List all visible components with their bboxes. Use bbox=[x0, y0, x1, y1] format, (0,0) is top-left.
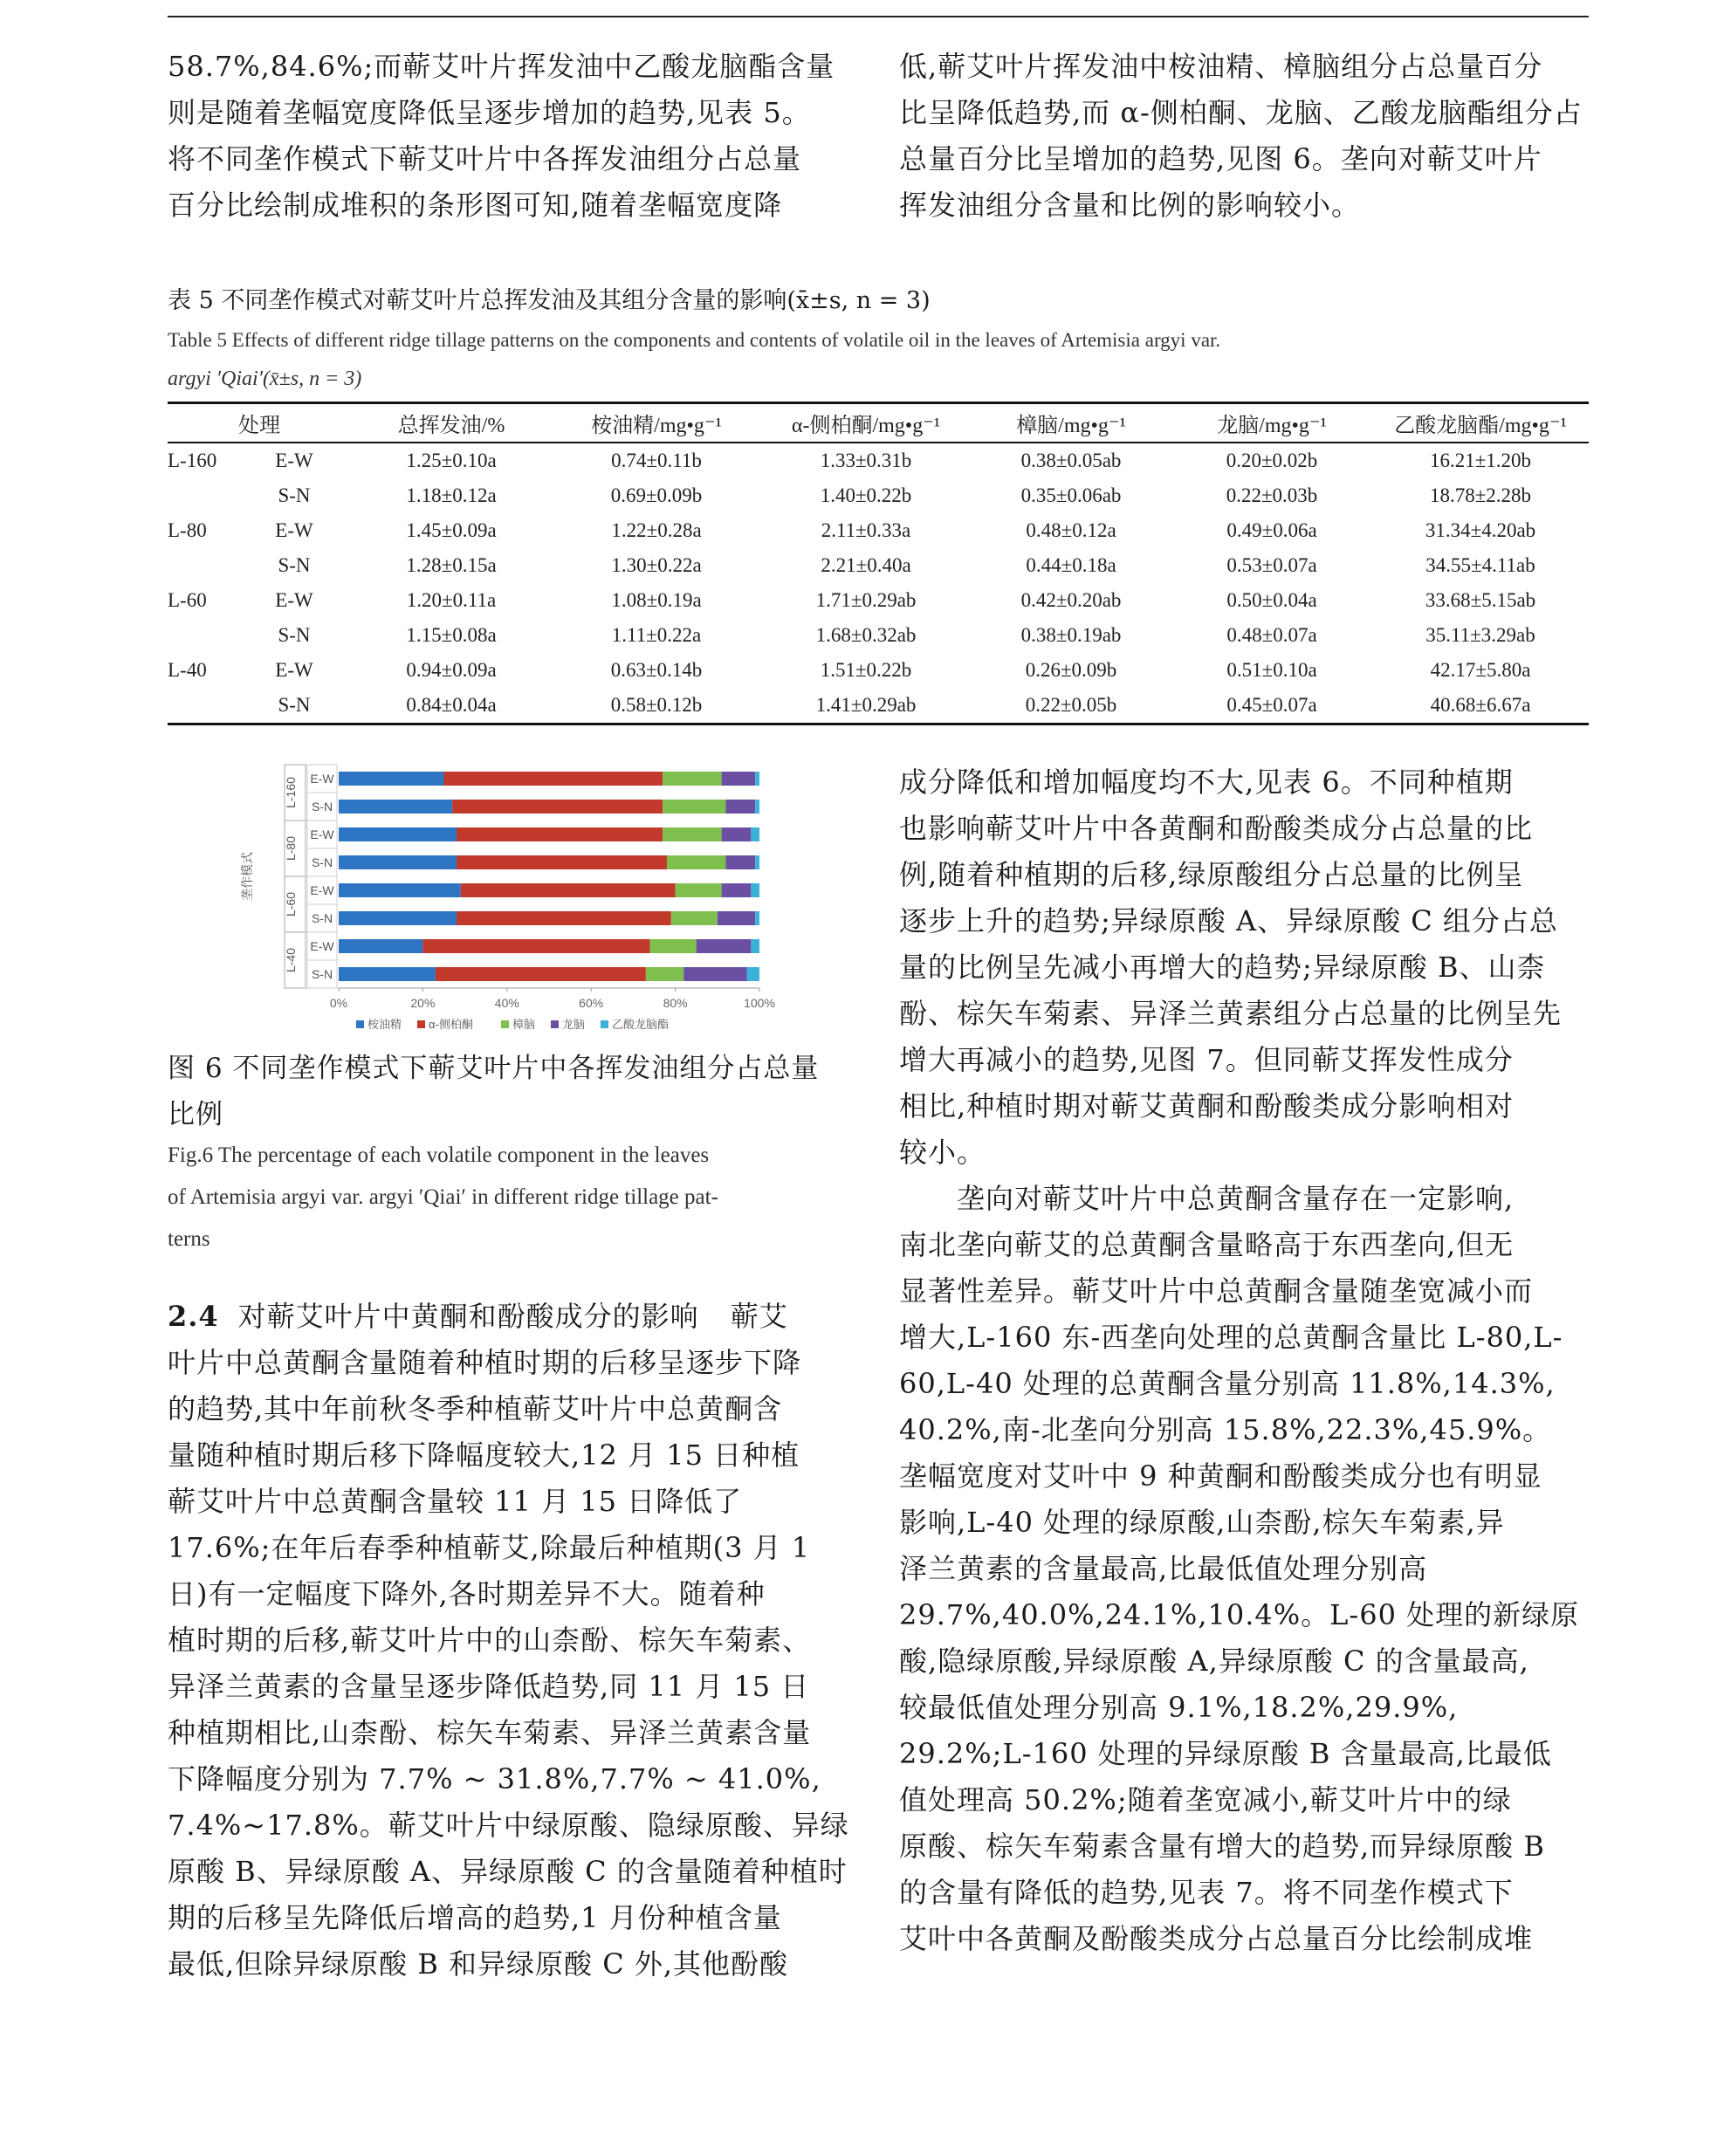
table-cell: 1.71±0.29ab bbox=[815, 589, 917, 611]
bar-segment bbox=[457, 911, 671, 925]
table-cell: 1.18±0.12a bbox=[406, 484, 497, 506]
table-cell: 0.20±0.02b bbox=[1226, 450, 1318, 471]
text-line: 垄向对蕲艾叶片中总黄酮含量存在一定影响, bbox=[899, 1182, 1515, 1215]
table-header: 处理 bbox=[238, 415, 280, 437]
right-column-lines bbox=[899, 759, 1589, 1962]
category-label: E-W bbox=[310, 827, 334, 841]
section-heading-line bbox=[168, 1294, 866, 1340]
row-group-cell: L-160 bbox=[168, 450, 217, 471]
table-cell: 2.11±0.33a bbox=[821, 519, 911, 541]
text-line: 60,L-40 处理的总黄酮含量分别高 11.8%,14.3%, bbox=[899, 1367, 1556, 1400]
figure6-caption-zh bbox=[168, 1046, 866, 1138]
table-cell: 0.58±0.12b bbox=[610, 694, 703, 716]
row-direction-cell: S-N bbox=[278, 554, 311, 576]
group-label: L-60 bbox=[284, 891, 298, 917]
x-tick-label: 100% bbox=[744, 996, 775, 1010]
row-direction-cell: S-N bbox=[278, 694, 311, 716]
text-line: 下降幅度分别为 7.7% ~ 31.8%,7.7% ~ 41.0%, bbox=[168, 1762, 821, 1796]
bar-segment bbox=[671, 911, 718, 925]
text-line: 异泽兰黄素的含量呈逐步降低趋势,同 11 月 15 日 bbox=[168, 1670, 810, 1703]
row-group-cell: L-80 bbox=[168, 519, 207, 541]
table-cell: 40.68±6.67a bbox=[1430, 694, 1531, 716]
bar-segment bbox=[457, 827, 663, 841]
category-label: E-W bbox=[310, 939, 334, 953]
right-column-body bbox=[899, 759, 1589, 1962]
bar-segment bbox=[718, 911, 755, 925]
category-label: E-W bbox=[310, 883, 334, 897]
legend-label: α-侧柏酮 bbox=[429, 1018, 473, 1031]
legend-label: 樟脑 bbox=[512, 1018, 536, 1031]
table-row bbox=[168, 513, 1589, 548]
bar-segment bbox=[339, 855, 457, 869]
table-cell: 1.20±0.11a bbox=[406, 589, 497, 611]
table-cell: 0.22±0.03b bbox=[1226, 484, 1318, 506]
bar-segment bbox=[339, 883, 461, 897]
bar-segment bbox=[667, 855, 725, 869]
text-line: 比呈降低趋势,而 α-侧柏酮、龙脑、乙酸龙脑酯组分占 bbox=[899, 96, 1583, 129]
caption-line: 比例 bbox=[168, 1099, 223, 1130]
table5 bbox=[168, 402, 1589, 725]
text-line: 40.2%,南-北垄向分别高 15.8%,22.3%,45.9%。 bbox=[899, 1413, 1552, 1446]
category-label: S-N bbox=[311, 911, 333, 925]
bar-segment bbox=[755, 855, 759, 869]
figure6-caption-en bbox=[168, 1135, 866, 1260]
row-group-cell: L-40 bbox=[168, 659, 207, 681]
table-cell: 0.50±0.04a bbox=[1226, 589, 1317, 611]
row-group-cell bbox=[168, 688, 237, 724]
bar-segment bbox=[452, 800, 663, 814]
table-cell: 0.38±0.19ab bbox=[1020, 624, 1122, 646]
x-tick-label: 20% bbox=[410, 996, 436, 1010]
text-line: 酚、棕矢车菊素、异泽兰黄素组分占总量的比例呈先 bbox=[899, 997, 1563, 1030]
bar-segment bbox=[339, 772, 444, 786]
table-cell: 0.84±0.04a bbox=[406, 694, 497, 716]
bar-segment bbox=[697, 939, 752, 953]
bar-segment bbox=[663, 800, 725, 814]
text-line: 的含量有降低的趋势,见表 7。将不同垄作模式下 bbox=[899, 1876, 1514, 1909]
bar-segment bbox=[436, 967, 646, 981]
table-row bbox=[168, 618, 1589, 653]
text-line: 成分降低和增加幅度均不大,见表 6。不同种植期 bbox=[899, 766, 1514, 799]
table-cell: 0.53±0.07a bbox=[1226, 554, 1317, 576]
x-tick-label: 60% bbox=[579, 996, 604, 1010]
text-line: 种植期相比,山柰酚、棕矢车菊素、异泽兰黄素含量 bbox=[168, 1716, 812, 1749]
table-row bbox=[168, 478, 1589, 513]
table-cell: 0.63±0.14b bbox=[610, 659, 703, 681]
bar-segment bbox=[722, 827, 752, 841]
row-direction-cell: E-W bbox=[275, 659, 313, 681]
text-line: 58.7%,84.6%;而蕲艾叶片挥发油中乙酸龙脑酯含量 bbox=[168, 50, 835, 83]
table-cell: 1.11±0.22a bbox=[611, 624, 702, 646]
bar-segment bbox=[676, 883, 722, 897]
x-tick-label: 80% bbox=[663, 996, 688, 1010]
table-cell: 0.48±0.07a bbox=[1226, 624, 1317, 646]
x-tick-label: 40% bbox=[494, 996, 519, 1010]
table-cell: 33.68±5.15ab bbox=[1425, 589, 1536, 611]
text-line: 量的比例呈先减小再增大的趋势;异绿原酸 B、山柰 bbox=[899, 951, 1546, 984]
legend-swatch bbox=[601, 1020, 608, 1028]
bar-segment bbox=[747, 967, 759, 981]
text-line: 值处理高 50.2%;随着垄宽减小,蕲艾叶片中的绿 bbox=[899, 1783, 1512, 1816]
table-cell: 0.26±0.09b bbox=[1025, 659, 1117, 681]
text-line: 将不同垄作模式下蕲艾叶片中各挥发油组分占总量 bbox=[168, 142, 802, 175]
text-line: 17.6%;在年后春季种植蕲艾,除最后种植期(3 月 1 bbox=[168, 1531, 811, 1564]
table-cell: 1.08±0.19a bbox=[611, 589, 702, 611]
text-line: 量随种植时期后移下降幅度较大,12 月 15 日种植 bbox=[168, 1438, 800, 1472]
table-cell: 0.35±0.06ab bbox=[1020, 484, 1122, 506]
bar-segment bbox=[422, 939, 649, 953]
section-2-4 bbox=[168, 1294, 866, 1988]
top-paragraph-left bbox=[168, 44, 866, 229]
section-number: 2.4 bbox=[168, 1300, 219, 1333]
table-cell: 16.21±1.20b bbox=[1429, 450, 1532, 471]
legend-label: 桉油精 bbox=[367, 1018, 402, 1031]
text-line: 挥发油组分含量和比例的影响较小。 bbox=[899, 189, 1361, 222]
table-cell: 1.51±0.22b bbox=[820, 659, 912, 681]
legend-label: 乙酸龙脑酯 bbox=[612, 1018, 670, 1031]
text-line: 艾叶中各黄酮及酚酸类成分占总量百分比绘制成堆 bbox=[899, 1922, 1534, 1955]
bar-segment bbox=[725, 855, 755, 869]
category-label: S-N bbox=[311, 855, 333, 869]
category-label: S-N bbox=[311, 800, 333, 814]
bar-segment bbox=[339, 800, 452, 814]
bar-segment bbox=[444, 772, 663, 786]
row-direction-cell: S-N bbox=[278, 484, 311, 506]
legend-swatch bbox=[551, 1020, 559, 1028]
table-cell: 1.41±0.29ab bbox=[815, 694, 917, 716]
table-cell: 1.22±0.28a bbox=[611, 519, 702, 541]
table-header: 乙酸龙脑酯/mg•g⁻¹ bbox=[1394, 415, 1567, 437]
text-line: 例,随着种植期的后移,绿原酸组分占总量的比例呈 bbox=[899, 858, 1524, 891]
table-cell: 1.28±0.15a bbox=[406, 554, 497, 576]
row-group-cell bbox=[168, 478, 237, 513]
text-line: 的趋势,其中年前秋冬季种植蕲艾叶片中总黄酮含 bbox=[168, 1392, 783, 1425]
row-direction-cell: E-W bbox=[275, 519, 313, 541]
text-line: 植时期的后移,蕲艾叶片中的山柰酚、棕矢车菊素、 bbox=[168, 1624, 812, 1657]
table-row bbox=[168, 443, 1589, 478]
bar-segment bbox=[722, 883, 752, 897]
text-line: 增大,L-160 东-西垄向处理的总黄酮含量比 L-80,L- bbox=[899, 1321, 1563, 1354]
text-line: 最低,但除异绿原酸 B 和异绿原酸 C 外,其他酚酸 bbox=[168, 1947, 789, 1981]
category-label: S-N bbox=[311, 967, 333, 981]
bar-segment bbox=[339, 911, 457, 925]
figure6 bbox=[218, 759, 794, 1047]
caption-line: terns bbox=[168, 1227, 210, 1251]
table-cell: 1.40±0.22b bbox=[820, 484, 912, 506]
text-line: 日)有一定幅度下降外,各时期差异不大。随着种 bbox=[168, 1577, 766, 1610]
row-group-cell: L-60 bbox=[168, 589, 207, 611]
bar-segment bbox=[751, 939, 759, 953]
table-header: 桉油精/mg•g⁻¹ bbox=[591, 415, 722, 437]
text-line: 酸,隐绿原酸,异绿原酸 A,异绿原酸 C 的含量最高, bbox=[899, 1644, 1529, 1678]
table-cell: 1.68±0.32ab bbox=[815, 624, 917, 646]
table-cell: 42.17±5.80a bbox=[1430, 659, 1531, 681]
bar-segment bbox=[339, 939, 422, 953]
table5-caption-zh: 表 5 不同垄作模式对蕲艾叶片总挥发油及其组分含量的影响(x̄±s, n = 3) bbox=[168, 287, 931, 314]
text-line: 增大再减小的趋势,见图 7。但同蕲艾挥发性成分 bbox=[899, 1043, 1514, 1076]
legend-label: 龙脑 bbox=[562, 1018, 586, 1031]
table-cell: 0.94±0.09a bbox=[406, 659, 497, 681]
text-line: 显著性差异。蕲艾叶片中总黄酮含量随垄宽减小而 bbox=[899, 1274, 1534, 1308]
category-label: E-W bbox=[310, 772, 334, 786]
bar-segment bbox=[457, 855, 667, 869]
bar-segment bbox=[751, 827, 759, 841]
table-row bbox=[168, 653, 1589, 688]
group-label: L-40 bbox=[284, 947, 298, 973]
table-row bbox=[168, 548, 1589, 583]
table5-body bbox=[168, 443, 1589, 724]
text-line: 较最低值处理分别高 9.1%,18.2%,29.9%, bbox=[899, 1691, 1459, 1724]
text-line: 29.7%,40.0%,24.1%,10.4%。L-60 处理的新绿原 bbox=[899, 1598, 1580, 1631]
caption-line: Fig.6 The percentage of each volatile component in the leaves bbox=[168, 1143, 710, 1167]
table-header: 龙脑/mg•g⁻¹ bbox=[1217, 415, 1327, 437]
table-cell: 0.74±0.11b bbox=[611, 450, 702, 471]
legend-swatch bbox=[417, 1020, 425, 1028]
text-line: 垄幅宽度对艾叶中 9 种黄酮和酚酸类成分也有明显 bbox=[899, 1459, 1542, 1493]
table-cell: 1.33±0.31b bbox=[820, 450, 912, 471]
bar-segment bbox=[663, 827, 721, 841]
table-cell: 0.42±0.20ab bbox=[1020, 589, 1122, 611]
bar-segment bbox=[725, 800, 755, 814]
bar-segment bbox=[751, 883, 759, 897]
stacked-bar-chart bbox=[218, 759, 794, 1047]
bar-segment bbox=[339, 827, 457, 841]
section-lead: 蕲艾 bbox=[730, 1300, 788, 1333]
table-cell: 0.45±0.07a bbox=[1226, 694, 1317, 716]
text-line: 泽兰黄素的含量最高,比最低值处理分别高 bbox=[899, 1552, 1428, 1585]
table-header: 总挥发油/% bbox=[397, 415, 505, 437]
text-line: 蕲艾叶片中总黄酮含量较 11 月 15 日降低了 bbox=[168, 1485, 743, 1518]
table5-grid bbox=[168, 402, 1589, 725]
text-line: 较小。 bbox=[899, 1136, 986, 1169]
bar-segment bbox=[646, 967, 683, 981]
table-cell: 0.44±0.18a bbox=[1026, 554, 1116, 576]
table-row bbox=[168, 583, 1589, 618]
table-cell: 34.55±4.11ab bbox=[1425, 554, 1535, 576]
table-cell: 0.51±0.10a bbox=[1226, 659, 1317, 681]
bar-segment bbox=[722, 772, 756, 786]
text-line: 7.4%~17.8%。蕲艾叶片中绿原酸、隐绿原酸、异绿 bbox=[168, 1809, 849, 1842]
bar-segment bbox=[663, 772, 721, 786]
group-label: L-80 bbox=[284, 835, 298, 862]
x-tick-label: 0% bbox=[329, 996, 348, 1010]
text-line: 低,蕲艾叶片挥发油中桉油精、樟脑组分占总量百分 bbox=[899, 50, 1543, 83]
table-cell: 0.48±0.12a bbox=[1026, 519, 1116, 541]
group-label: L-160 bbox=[284, 777, 298, 808]
table-header: 樟脑/mg•g⁻¹ bbox=[1016, 415, 1126, 437]
table-cell: 0.69±0.09b bbox=[610, 484, 703, 506]
text-line: 也影响蕲艾叶片中各黄酮和酚酸类成分占总量的比 bbox=[899, 812, 1534, 845]
text-line: 南北垄向蕲艾的总黄酮含量略高于东西垄向,但无 bbox=[899, 1228, 1515, 1261]
y-axis-title: 垄作模式 bbox=[240, 852, 254, 901]
table-cell: 31.34±4.20ab bbox=[1425, 519, 1536, 541]
text-line: 叶片中总黄酮含量随着种植时期的后移呈逐步下降 bbox=[168, 1346, 802, 1379]
table-cell: 1.30±0.22a bbox=[611, 554, 702, 576]
text-line: 影响,L-40 处理的绿原酸,山柰酚,棕矢车菊素,异 bbox=[899, 1506, 1505, 1539]
text-line: 相比,种植时期对蕲艾黄酮和酚酸类成分影响相对 bbox=[899, 1089, 1515, 1123]
legend-swatch bbox=[501, 1020, 509, 1028]
table-header: α-侧柏酮/mg•g⁻¹ bbox=[791, 415, 941, 437]
table-cell: 1.45±0.09a bbox=[406, 519, 497, 541]
caption-line: 图 6 不同垄作模式下蕲艾叶片中各挥发油组分占总量 bbox=[168, 1053, 820, 1084]
bar-segment bbox=[650, 939, 697, 953]
table-cell: 1.15±0.08a bbox=[406, 624, 497, 646]
legend-swatch bbox=[356, 1020, 364, 1028]
table-cell: 0.49±0.06a bbox=[1226, 519, 1317, 541]
text-line: 总量百分比呈增加的趋势,见图 6。垄向对蕲艾叶片 bbox=[899, 142, 1542, 175]
bar-segment bbox=[461, 883, 676, 897]
row-direction-cell: E-W bbox=[275, 450, 313, 471]
bar-segment bbox=[755, 911, 759, 925]
top-paragraph-right bbox=[899, 44, 1589, 229]
table-cell: 0.22±0.05b bbox=[1025, 694, 1117, 716]
section-body bbox=[168, 1340, 866, 1988]
table-cell: 0.38±0.05ab bbox=[1020, 450, 1122, 471]
table5-caption-en-2: argyi ′Qiai′(x̄±s, n = 3) bbox=[168, 367, 362, 390]
text-line: 原酸、棕矢车菊素含量有增大的趋势,而异绿原酸 B bbox=[899, 1830, 1545, 1863]
header-rule bbox=[168, 16, 1589, 17]
table-cell: 1.25±0.10a bbox=[406, 450, 497, 471]
table-cell: 2.21±0.40a bbox=[821, 554, 911, 576]
text-line: 29.2%;L-160 处理的异绿原酸 B 含量最高,比最低 bbox=[899, 1737, 1552, 1770]
bar-segment bbox=[683, 967, 746, 981]
section-title: 对蕲艾叶片中黄酮和酚酸成分的影响 bbox=[237, 1300, 699, 1333]
table-row bbox=[168, 688, 1589, 724]
row-group-cell bbox=[168, 618, 237, 653]
caption-line: of Artemisia argyi var. argyi ′Qiai′ in different ridge tillage pat- bbox=[168, 1185, 718, 1209]
text-line: 原酸 B、异绿原酸 A、异绿原酸 C 的含量随着种植时 bbox=[168, 1855, 848, 1888]
bar-segment bbox=[339, 967, 436, 981]
bar-segment bbox=[755, 772, 759, 786]
text-line: 百分比绘制成堆积的条形图可知,随着垄幅宽度降 bbox=[168, 189, 783, 222]
text-line: 则是随着垄幅宽度降低呈逐步增加的趋势,见表 5。 bbox=[168, 96, 811, 129]
row-direction-cell: E-W bbox=[275, 589, 313, 611]
bar-segment bbox=[755, 800, 759, 814]
text-line: 期的后移呈先降低后增高的趋势,1 月份种植含量 bbox=[168, 1901, 782, 1934]
row-group-cell bbox=[168, 548, 237, 583]
table-cell: 35.11±3.29ab bbox=[1425, 624, 1535, 646]
table5-caption-en-1: Table 5 Effects of different ridge tillage patterns on the components and contents of volatile oil in the leaves of Artemisia argyi var. bbox=[168, 329, 1221, 351]
row-direction-cell: S-N bbox=[278, 624, 311, 646]
text-line: 逐步上升的趋势;异绿原酸 A、异绿原酸 C 组分占总 bbox=[899, 904, 1558, 937]
table-cell: 18.78±2.28b bbox=[1429, 484, 1532, 506]
